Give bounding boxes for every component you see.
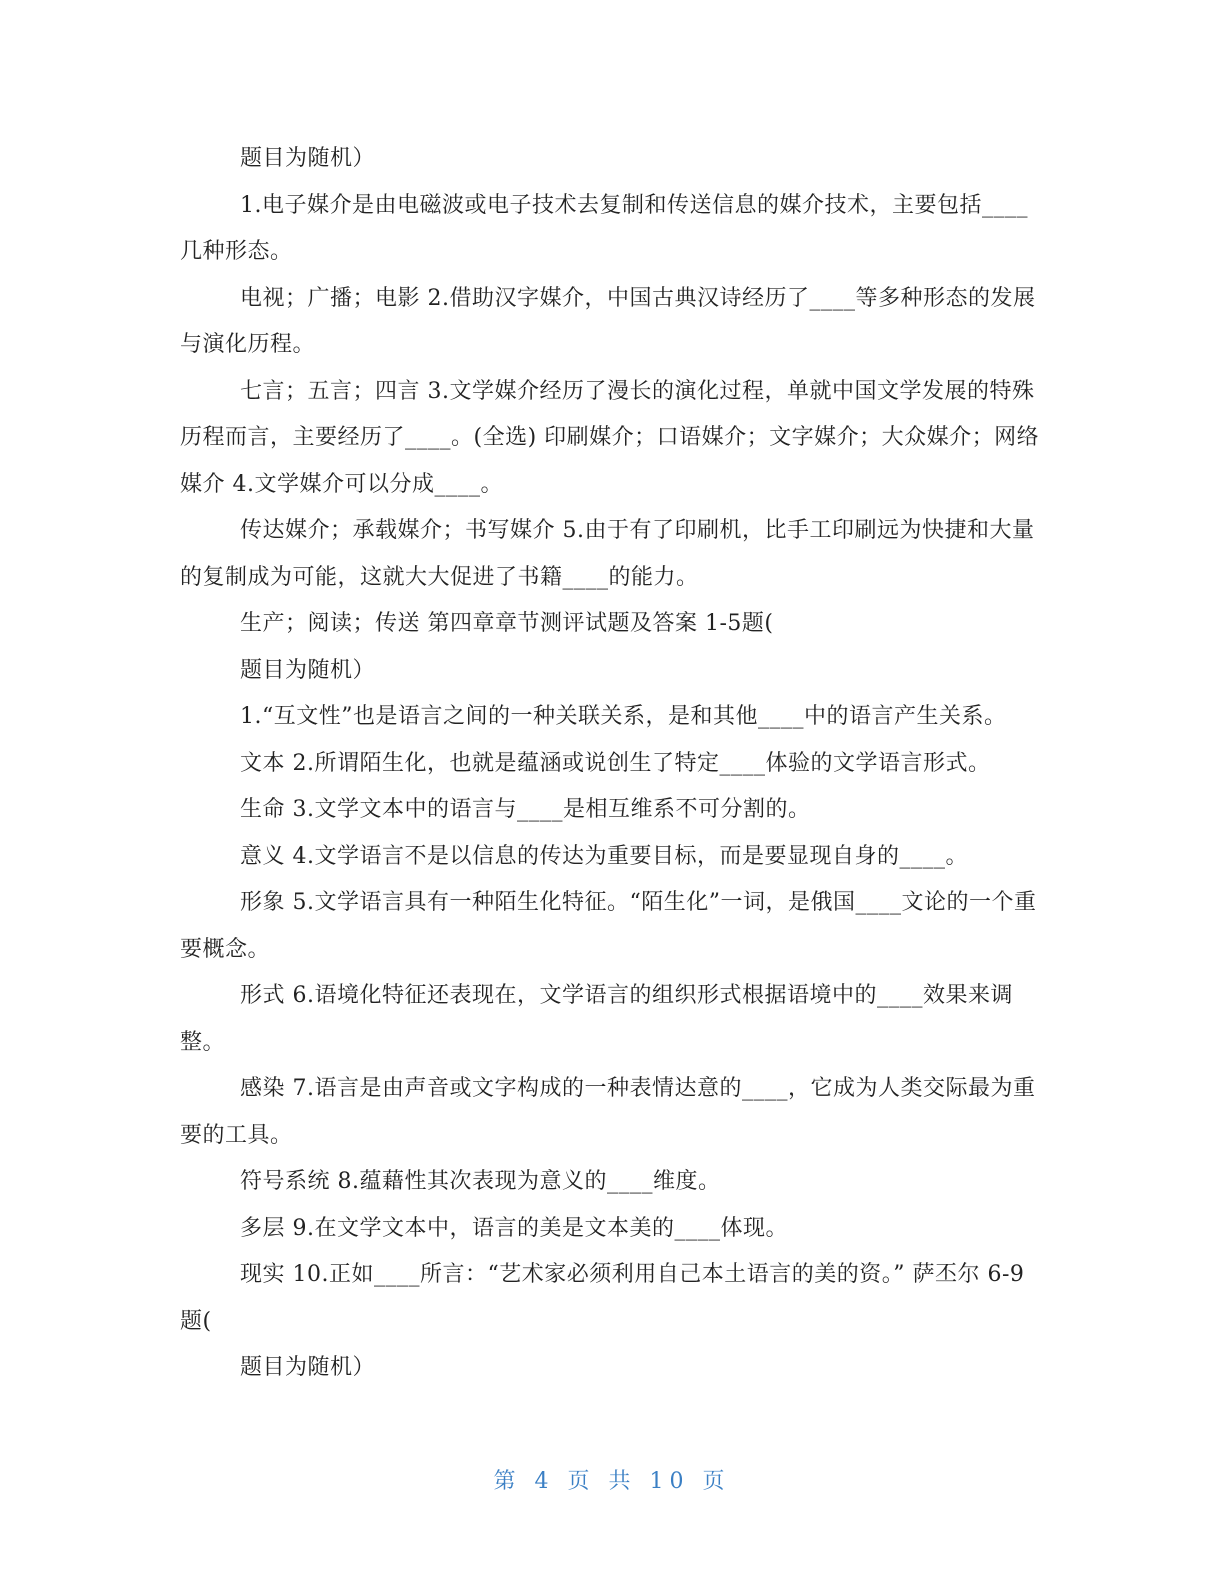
- document-body: [180, 136, 1040, 1392]
- paragraph: 形象 5.文学语言具有一种陌生化特征。“陌生化”一词，是俄国____文论的一个重要概念。: [180, 890, 1037, 962]
- paragraph: 题目为随机）: [240, 1355, 376, 1380]
- paragraph: 1.电子媒介是由电磁波或电子技术去复制和传送信息的媒介技术，主要包括____几种形态。: [180, 192, 1028, 264]
- paragraph: 传达媒介；承载媒介；书写媒介 5.由于有了印刷机，比手工印刷远为快捷和大量的复制成为可能，这就大大促进了书籍____的能力。: [180, 518, 1035, 590]
- paragraph: 题目为随机）: [240, 657, 376, 683]
- paragraph: 形式 6.语境化特征还表现在，文学语言的组织形式根据语境中的____效果来调整。: [180, 983, 1013, 1055]
- paragraph: 七言；五言；四言 3.文学媒介经历了漫长的演化过程，单就中国文学发展的特殊历程而言，主要经历了____。(全选) 印刷媒介；口语媒介；文字媒介；大众媒介；网络媒介 4.文学媒介可以分成____。: [180, 378, 1040, 497]
- paragraph: 1.“互文性”也是语言之间的一种关联关系，是和其他____中的语言产生关系。: [240, 704, 1007, 729]
- paragraph: 电视；广播；电影 2.借助汉字媒介，中国古典汉诗经历了____等多种形态的发展与演化历程。: [180, 285, 1036, 357]
- paragraph: 生命 3.文学文本中的语言与____是相互维系不可分割的。: [240, 797, 811, 822]
- paragraph: 现实 10.正如____所言：“艺术家必须利用自己本土语言的美的资。” 萨丕尔 6-9题(: [180, 1262, 1025, 1334]
- paragraph: 题目为随机）: [240, 146, 376, 171]
- paragraph: 生产；阅读；传送 第四章章节测评试题及答案 1-5题(: [240, 611, 774, 636]
- page-number-footer: 第 4 页 共 10 页: [493, 1469, 731, 1494]
- paragraph: 多层 9.在文学文本中，语言的美是文本美的____体现。: [240, 1215, 788, 1241]
- paragraph: 意义 4.文学语言不是以信息的传达为重要目标，而是要显现自身的____。: [240, 843, 968, 869]
- paragraph: 感染 7.语言是由声音或文字构成的一种表情达意的____，它成为人类交际最为重要的工具。: [180, 1076, 1036, 1148]
- paragraph: 符号系统 8.蕴藉性其次表现为意义的____维度。: [240, 1169, 721, 1194]
- paragraph: 文本 2.所谓陌生化，也就是蕴涵或说创生了特定____体验的文学语言形式。: [240, 750, 991, 776]
